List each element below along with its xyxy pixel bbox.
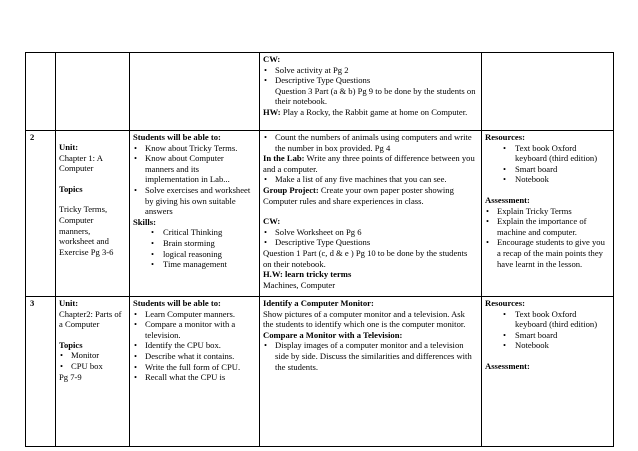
bullet-item: • Make a list of any five machines that you can see.	[263, 174, 477, 185]
row-number-cell	[26, 297, 56, 447]
bullet-item: • Write the full form of CPU.	[133, 362, 255, 373]
col4-cell	[482, 53, 614, 131]
lesson-plan-table	[25, 52, 614, 447]
bullet-item: • Notebook	[485, 340, 609, 351]
inline-label: Group Project:	[263, 184, 319, 195]
heading-text: Resources:	[485, 132, 525, 142]
row-number-cell	[26, 131, 56, 297]
bullet-item: • Notebook	[485, 174, 609, 185]
inline-label: HW:	[263, 106, 281, 117]
bullet-item: • Describe what it contains.	[133, 351, 255, 362]
bullet-item: • CPU box	[59, 361, 125, 372]
heading-text: Topics	[59, 339, 83, 350]
bullet-item: • Know about Computer manners and its implementation in Lab...	[133, 153, 255, 185]
body-text: Question 1 Part (c, d & e ) Pg 10 to be done by the students on their notebook.	[263, 247, 468, 269]
bullet-item: • Solve Worksheet on Pg 6	[263, 227, 477, 238]
spacer	[59, 132, 125, 142]
bullet-item: • Descriptive Type Questions	[263, 75, 477, 86]
heading-text: H.W: learn tricky terms	[263, 269, 352, 280]
heading-text: CW:	[263, 54, 281, 64]
bullet-item: • Descriptive Type Questions	[263, 237, 477, 248]
bullet-item: • logical reasoning	[133, 249, 255, 260]
inline-text: Create your own paper poster showing Computer rules and share experiences in class.	[263, 184, 454, 206]
labeled-text	[263, 107, 477, 118]
bullet-item: • Count the numbers of animals using computers and write the number in box provided. Pg 4	[263, 132, 477, 153]
body-text: Machines, Computer	[263, 279, 336, 290]
bullet-item: • Brain storming	[133, 238, 255, 249]
col3-cell	[260, 297, 482, 447]
body-text: Question 3 Part (a & b) Pg 9 to be done by the students on their notebook.	[275, 85, 476, 107]
bullet-item: • Smart board	[485, 330, 609, 341]
inline-label: In the Lab:	[263, 153, 305, 164]
bullet-item: • Critical Thinking	[133, 227, 255, 238]
heading-text: Unit:	[59, 142, 79, 152]
row-number	[29, 54, 30, 64]
col2-cell	[130, 297, 260, 447]
inline-text: Play a Rocky, the Rabbit game at home on Computer.	[280, 106, 468, 117]
table-row	[26, 297, 614, 447]
table-row	[26, 131, 614, 297]
heading-text: Students will be able to:	[133, 298, 221, 308]
row-number-cell	[26, 53, 56, 131]
bullet-item: • Smart board	[485, 164, 609, 175]
heading-text: Students will be able to:	[133, 132, 221, 142]
col1-cell	[56, 131, 130, 297]
heading-text: Assessment:	[485, 194, 530, 205]
inline-text: Write any three points of difference between you and a computer.	[263, 153, 475, 174]
bullet-item: • Monitor	[59, 350, 125, 361]
spacer	[485, 351, 609, 361]
bullet-item: • Encourage students to give you a recap of the main points they have learnt in the lesson.	[485, 237, 609, 269]
heading-text: Topics	[59, 183, 83, 194]
col2-cell	[130, 53, 260, 131]
heading-text: Unit:	[59, 298, 79, 308]
heading-text: Assessment:	[485, 360, 530, 371]
bullet-item: • Solve exercises and worksheet by giving his own suitable answers	[133, 185, 255, 217]
heading-text: Compare a Monitor with a Television:	[263, 329, 403, 340]
bullet-item: • Text book Oxford keyboard (third edition)	[485, 143, 609, 164]
col3-cell	[260, 131, 482, 297]
spacer	[59, 174, 125, 184]
body-text: Chapter 1: A Computer	[59, 152, 103, 174]
col2-cell	[130, 131, 260, 297]
bullet-item: • Display images of a computer monitor and a television side by side. Discuss the similarities and differences with the students.	[263, 340, 477, 372]
row-number: 3	[30, 298, 35, 308]
table-row	[26, 53, 614, 131]
heading-text: Resources:	[485, 298, 525, 308]
bullet-item: • Solve activity at Pg 2	[263, 65, 477, 76]
spacer	[59, 330, 125, 340]
bullet-item: • Know about Tricky Terms.	[133, 143, 255, 154]
heading-text: Identify a Computer Monitor:	[263, 298, 374, 308]
spacer	[59, 194, 125, 204]
col4-cell	[482, 297, 614, 447]
col1-cell	[56, 297, 130, 447]
bullet-item: • Compare a monitor with a television.	[133, 319, 255, 340]
col1-cell	[56, 53, 130, 131]
body-text: Chapter2: Parts of a Computer	[59, 308, 122, 330]
col4-cell	[482, 131, 614, 297]
col3-cell	[260, 53, 482, 131]
row-number: 2	[30, 132, 35, 142]
heading-text: Skills:	[133, 216, 156, 227]
body-text: Show pictures of a computer monitor and a television. Ask the students to identify which one is the computer monitor.	[263, 308, 466, 330]
body-text: Tricky Terms, Computer manners, worksheet and Exercise Pg 3-6	[59, 204, 114, 257]
bullet-item: • Explain the importance of machine and computer.	[485, 216, 609, 237]
heading-text: CW:	[263, 216, 281, 227]
bullet-item: • Explain Tricky Terms	[485, 206, 609, 217]
bullet-item: • Learn Computer manners.	[133, 309, 255, 320]
labeled-text	[263, 153, 477, 174]
spacer	[485, 185, 609, 195]
body-text: Pg 7-9	[59, 371, 82, 382]
labeled-text	[263, 185, 477, 206]
bullet-item: • Identify the CPU box.	[133, 340, 255, 351]
bullet-item: • Recall what the CPU is	[133, 372, 255, 383]
spacer	[263, 206, 477, 216]
bullet-item: • Time management	[133, 259, 255, 270]
bullet-item: • Text book Oxford keyboard (third edition)	[485, 309, 609, 330]
